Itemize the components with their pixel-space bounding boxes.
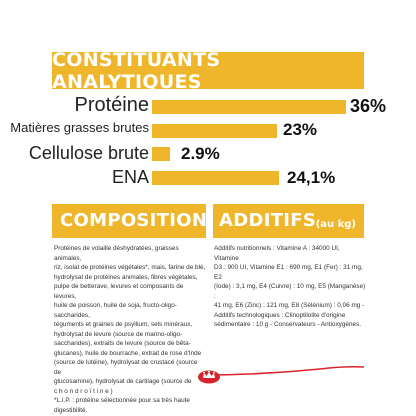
nutrient-label-ena: ENA [111, 167, 149, 187]
nutrient-bar-fiber [152, 147, 170, 161]
analytical-constituents-banner [52, 48, 364, 93]
additives-line: D3 : 900 UI, Vitamine E1 : 690 mg, E1 (Fer) : 31 mg, E2 [214, 264, 363, 281]
nutrient-bar-fat [152, 124, 277, 138]
nutrient-label-fiber: Cellulose brute [28, 143, 149, 163]
additives-title: ADDITIFS [219, 210, 317, 231]
composition-title: COMPOSITION [60, 210, 208, 231]
additives-text [214, 244, 366, 330]
nutrient-value-fiber: 2.9% [181, 144, 220, 163]
brand-logo [196, 366, 222, 384]
composition-line: c h o n d r o ï t i n e ) [54, 387, 113, 395]
composition-line: glucanes), huile de bourrache, extrait de rose d'Inde [54, 349, 202, 357]
nutrient-bar-protein [152, 100, 346, 114]
additives-line: sédimentaire : 10 g - Conservateurs - Antioxygènes. [214, 321, 362, 328]
nutrient-label-fat: Matières grasses brutes [10, 120, 149, 135]
nutrient-label-protein: Protéine [74, 94, 149, 116]
composition-line: pulpe de betterave, levures et composants de levures, [54, 283, 184, 300]
composition-header [52, 204, 206, 238]
composition-line: (source de lutéine), hydrolysat de crustacé (source de [54, 359, 198, 376]
additives-subtitle: (au kg) [315, 219, 356, 230]
composition-line: digestibilité. [54, 406, 88, 414]
composition-line: saccharides), extraits de levure (source de bêta- [54, 340, 191, 347]
nutrient-value-protein: 36% [350, 96, 387, 116]
composition-line: hydrolysat de levure (source de manno-oligo- [54, 330, 183, 338]
composition-line: Protéines de volaille déshydratées, graisses animales, [54, 245, 179, 262]
nutrient-value-ena: 24,1% [287, 168, 336, 187]
composition-line: *L.I.P. : protéine sélectionnée pour sa très haute [54, 397, 190, 404]
crown-logo-icon [196, 366, 222, 384]
additives-line: Additifs technologiques : Clinoptilolite d'origine [214, 311, 346, 319]
additives-line: (Iode) : 3,1 mg, E4 (Cuivre) : 10 mg, E5 (Manganèse) : [214, 283, 366, 300]
composition-line: huile de poisson, huile de soja, fructo-oligo-saccharides, [54, 302, 177, 319]
nutrient-bar-ena [152, 171, 279, 185]
additives-line: 41 mg, E6 (Zinc) : 121 mg, E8 (Sélénium) : 0,06 mg - [214, 302, 365, 309]
composition-text [54, 244, 206, 415]
banner-title: CONSTITUANTS ANALYTIQUES [52, 48, 221, 93]
composition-line: téguments et graines de psyllium, sels minéraux, [54, 321, 193, 328]
additives-header [213, 204, 364, 238]
bottom-curve-decoration [200, 365, 364, 385]
nutrient-value-fat: 23% [283, 120, 318, 139]
composition-line: riz, isolat de protéines végétales*, mais, farine de blé, [54, 264, 206, 271]
composition-line: hydrolysat de protéines animales, fibres végétales, [54, 273, 198, 281]
additives-line: Additifs nutritionnels : Vitamine A : 34000 UI, Vitamine [214, 245, 340, 262]
composition-line: glucosamine), hydrolysat de cartilage (source de [54, 378, 192, 385]
